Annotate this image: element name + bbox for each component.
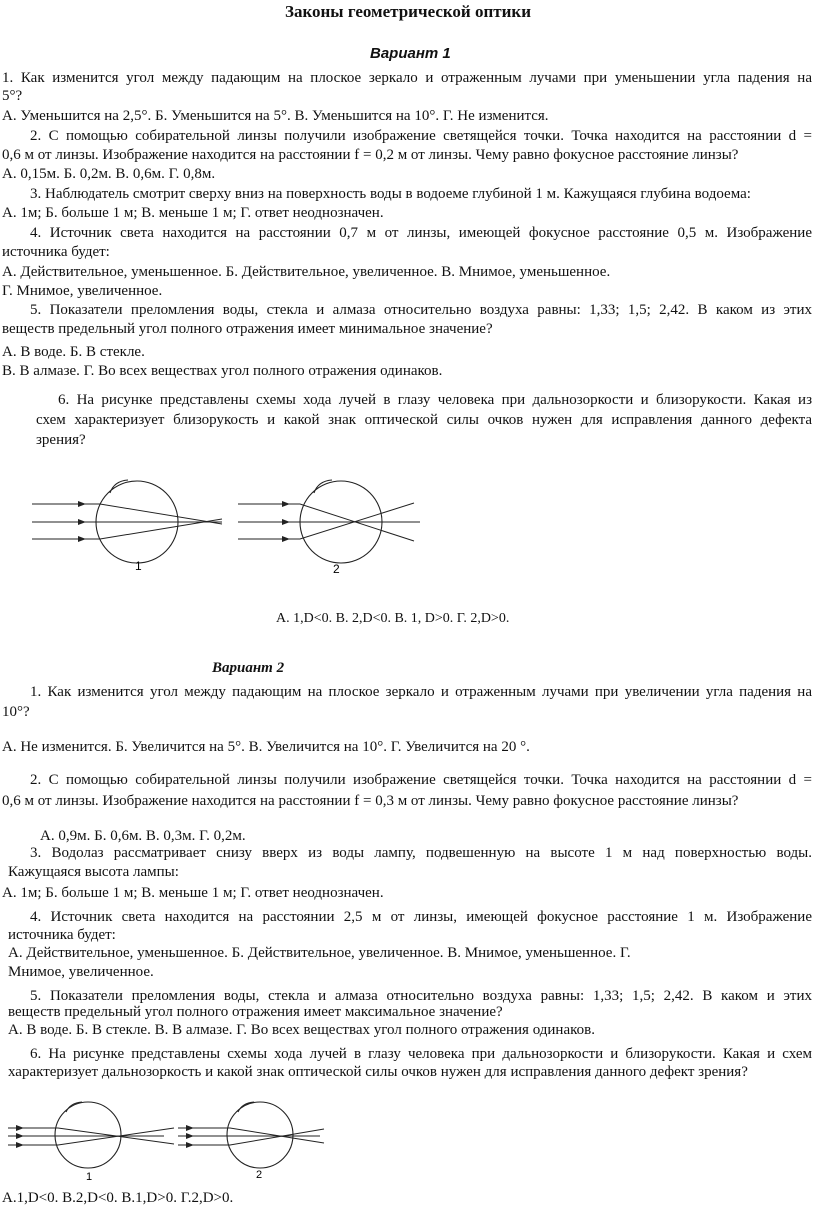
v2-q2-answers: А. 0,9м. Б. 0,6м. В. 0,3м. Г. 0,2м. [40,828,246,844]
v1-q6-line1: 6. На рисунке представлены схемы хода лучей в глазу человека при дальнозоркости и близорукости. Какая из [58,392,812,408]
v2-q4-answers-1: А. Действительное, уменьшенное. Б. Действительное, увеличенное. В. Мнимое, уменьшенное. Г. [8,945,631,961]
v2-q5-line2: веществ предельный угол полного отражения имеет максимальное значение? [8,1004,503,1020]
v2-q1-answers: А. Не изменится. Б. Увеличится на 5°. В. Увеличится на 10°. Г. Увеличится на 20 °. [2,739,530,755]
v2-q6-answers: А.1,D<0. В.2,D<0. В.1,D>0. Г.2,D>0. [2,1190,234,1206]
v2-q2-line2: 0,6 м от линзы. Изображение находится на расстоянии f = 0,3 м от линзы. Чему равно фокусное расстояние линзы? [2,793,739,809]
v1-q5-answers-1: А. В воде. Б. В стекле. [2,344,145,360]
v1-q2-answers: А. 0,15м. Б. 0,2м. В. 0,6м. Г. 0,8м. [2,166,216,182]
v1-eye-diagram-2 [236,475,436,585]
v1-q4-line1: 4. Источник света находится на расстоянии 0,7 м от линзы, имеющей фокусное расстояние 0,5 м. Изображение [30,225,812,241]
v1-q1-answers: А. Уменьшится на 2,5°. Б. Уменьшится на 5°. В. Уменьшится на 10°. Г. Не изменится. [2,108,549,124]
variant-2-heading: Вариант 2 [212,660,285,676]
v2-q6-line1: 6. На рисунке представлены схемы хода лучей в глазу человека при дальнозоркости и близорукости. Какая и схем [30,1046,812,1062]
v1-q3-answers: А. 1м; Б. больше 1 м; В. меньше 1 м; Г. ответ неоднозначен. [2,205,384,221]
v1-figure-label-1: 1 [135,559,142,573]
v2-q3-line2: Кажущаяся высота лампы: [8,864,179,880]
v1-q3-line1: 3. Наблюдатель смотрит сверху вниз на поверхность воды в водоеме глубиной 1 м. Кажущаяся глубина водоема: [30,186,751,202]
v2-figure-label-2: 2 [256,1169,263,1181]
v2-q2-line1: 2. С помощью собирательной линзы получили изображение светящейся точки. Точка находится на расстоянии d = [30,772,812,788]
v1-q4-answers-2: Г. Мнимое, увеличенное. [2,283,163,299]
v1-q1-line2: 5°? [2,88,23,104]
v1-q2-line1: 2. С помощью собирательной линзы получили изображение светящейся точки. Точка находится на расстоянии d = [30,128,812,144]
v1-q6-line3: зрения? [36,432,86,448]
v2-q6-line2: характеризует дальнозоркость и какой знак оптической силы очков нужен для исправления данного дефект зрения? [8,1064,748,1080]
v2-q5-answers: А. В воде. Б. В стекле. В. В алмазе. Г. Во всех веществах угол полного отражения одинаков. [8,1022,595,1038]
v2-q4-answers-2: Мнимое, увеличенное. [8,964,154,980]
page-title: Законы геометрической оптики [284,2,532,21]
v2-q4-line1: 4. Источник света находится на расстоянии 2,5 м от линзы, имеющей фокусное расстояние 1 м. Изображение [30,909,812,925]
v2-figure-label-1: 1 [86,1171,93,1183]
v1-q1-line1: 1. Как изменится угол между падающим на плоское зеркало и отраженным лучами при уменьшении угла падения на [2,70,812,86]
v1-q5-answers-2: В. В алмазе. Г. Во всех веществах угол полного отражения одинаков. [2,363,443,379]
v2-q3-answers: А. 1м; Б. больше 1 м; В. меньше 1 м; Г. ответ неоднозначен. [2,885,384,901]
v1-q5-line1: 5. Показатели преломления воды, стекла и алмаза относительно воздуха равны: 1,33; 1,5; 2,42. В каком из этих [30,302,812,318]
v2-q1-line1: 1. Как изменится угол между падающим на плоское зеркало и отраженным лучами при увеличении угла падения на [30,684,812,700]
v1-figure-label-2: 2 [333,562,340,576]
v1-q2-line2: 0,6 м от линзы. Изображение находится на расстоянии f = 0,2 м от линзы. Чему равно фокусное расстояние линзы? [2,147,739,163]
v1-q4-answers-1: А. Действительное, уменьшенное. Б. Действительное, увеличенное. В. Мнимое, уменьшенное. [2,264,611,280]
ray-bottom [238,503,414,539]
eye-outline [227,1102,293,1168]
v1-eye-diagram-1 [30,475,230,585]
variant-1-heading: Вариант 1 [370,45,451,62]
v1-q6-line2: схем характеризует близорукость и какой знак оптической силы очков нужен для исправления данного дефекта [36,412,812,428]
v2-eye-diagram-2 [176,1098,376,1186]
v2-q1-line2: 10°? [2,704,30,720]
v1-q6-answers: А. 1,D<0. В. 2,D<0. В. 1, D>0. Г. 2,D>0. [276,611,510,626]
v1-q5-line2: веществ предельный угол полного отражения имеет минимальное значение? [2,321,493,337]
v1-q4-line2: источника будет: [2,244,110,260]
v2-q5-line1: 5. Показатели преломления воды, стекла и алмаза относительно воздуха равны: 1,33; 1,5; 2,42. В каком и этих [30,988,812,1004]
ray-top [32,504,222,524]
v2-q3-line1: 3. Водолаз рассматривает снизу вверх из воды лампу, подвешенную на высоте 1 м над поверхностью воды. [30,845,812,861]
v2-q4-line2: источника будет: [8,927,116,943]
